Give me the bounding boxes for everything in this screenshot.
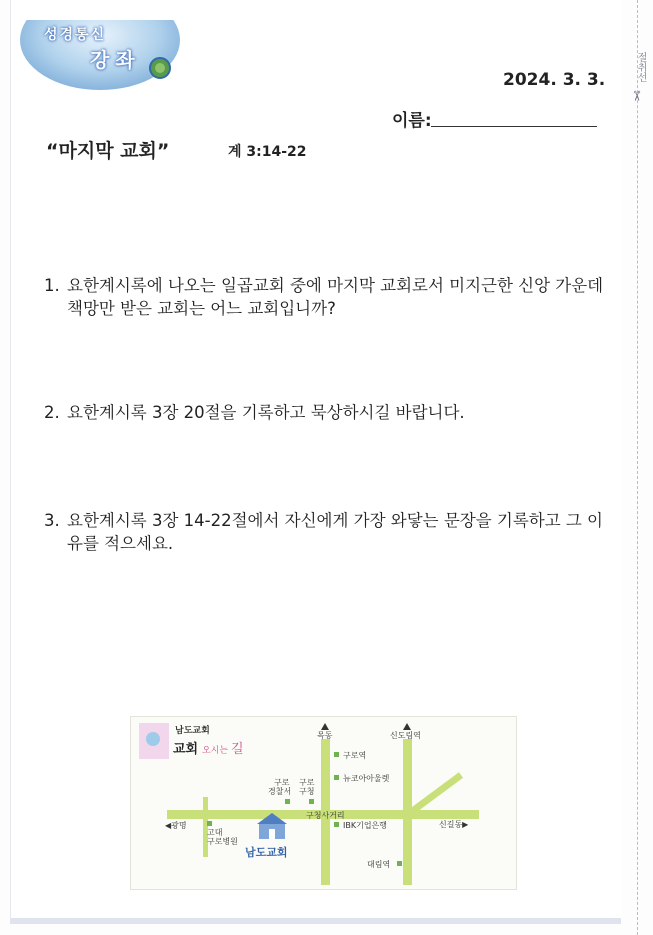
question-number: 3. (44, 511, 60, 530)
cut-line (637, 0, 638, 935)
marker-daerim (397, 861, 402, 866)
question-text: 요한계시록 3장 14-22절에서 자신에게 가장 와닿는 문장을 기록하고 그 이유를 적으세요. (67, 511, 603, 553)
label-daerim: 대림역 (367, 860, 391, 869)
label-guro-office-2: 구청 (299, 787, 315, 796)
label-korea-univ-2: 구로병원 (207, 837, 238, 846)
directions-map (130, 716, 517, 890)
label-mokdong: 목동 (317, 731, 333, 740)
map-logo-icon (146, 732, 160, 746)
scissors-icon: ✂ (627, 90, 644, 102)
question-number: 1. (44, 276, 60, 295)
map-heading-end: 길 (231, 742, 244, 757)
label-gwangmyeong: ◀광명 (165, 821, 187, 830)
road-diagonal (407, 775, 461, 815)
badge-title-bottom: 강좌 (90, 48, 141, 72)
north-arrow-sindorim (403, 723, 411, 730)
map-heading-sub: 오시는 (202, 746, 229, 756)
marker-korea-univ (207, 821, 212, 826)
label-church-location: 남도교회 (245, 846, 288, 859)
marker-guro-office (309, 799, 314, 804)
marker-guro-police (285, 799, 290, 804)
label-ibk: IBK기업은행 (343, 821, 388, 830)
cut-label: 절취선 (635, 52, 646, 82)
marker-newcore (334, 775, 339, 780)
marker-ibk (334, 822, 339, 827)
label-singil: 신길동▶ (439, 820, 469, 829)
road-gwangmyeong (203, 797, 208, 857)
label-intersection: 구청사거리 (306, 811, 345, 820)
map-church-name: 남도교회 (175, 726, 210, 736)
lesson-title: “마지막 교회” (46, 140, 170, 162)
label-guro-station: 구로역 (343, 751, 367, 760)
north-arrow-mokdong (321, 723, 329, 730)
marker-guro-station (334, 752, 339, 757)
label-korea-univ-1: 고대 (207, 828, 223, 837)
scripture-reference: 계 3:14-22 (228, 144, 307, 160)
lesson-date: 2024. 3. 3. (503, 70, 606, 90)
course-badge (20, 20, 180, 90)
label-sindorim: 신도림역 (390, 731, 421, 740)
question-3 (44, 509, 604, 555)
label-guro-office-1: 구로 (299, 778, 315, 787)
map-heading-main: 교회 (173, 742, 199, 757)
question-2 (44, 401, 604, 424)
badge-title-top: 성경통신 (44, 27, 107, 43)
question-number: 2. (44, 403, 60, 422)
label-newcore: 뉴코아아울렛 (343, 774, 390, 783)
question-1 (44, 274, 604, 320)
name-label: 이름: (392, 111, 432, 131)
question-text: 요한계시록 3장 20절을 기록하고 묵상하시길 바랍니다. (67, 403, 465, 422)
name-blank-line[interactable] (431, 126, 597, 127)
question-text: 요한계시록에 나오는 일곱교회 중에 마지막 교회로서 미지근한 신앙 가운데 책망만 받은 교회는 어느 교회입니까? (67, 276, 604, 318)
label-guro-police-2: 경찰서 (268, 787, 292, 796)
label-guro-police-1: 구로 (274, 778, 290, 787)
